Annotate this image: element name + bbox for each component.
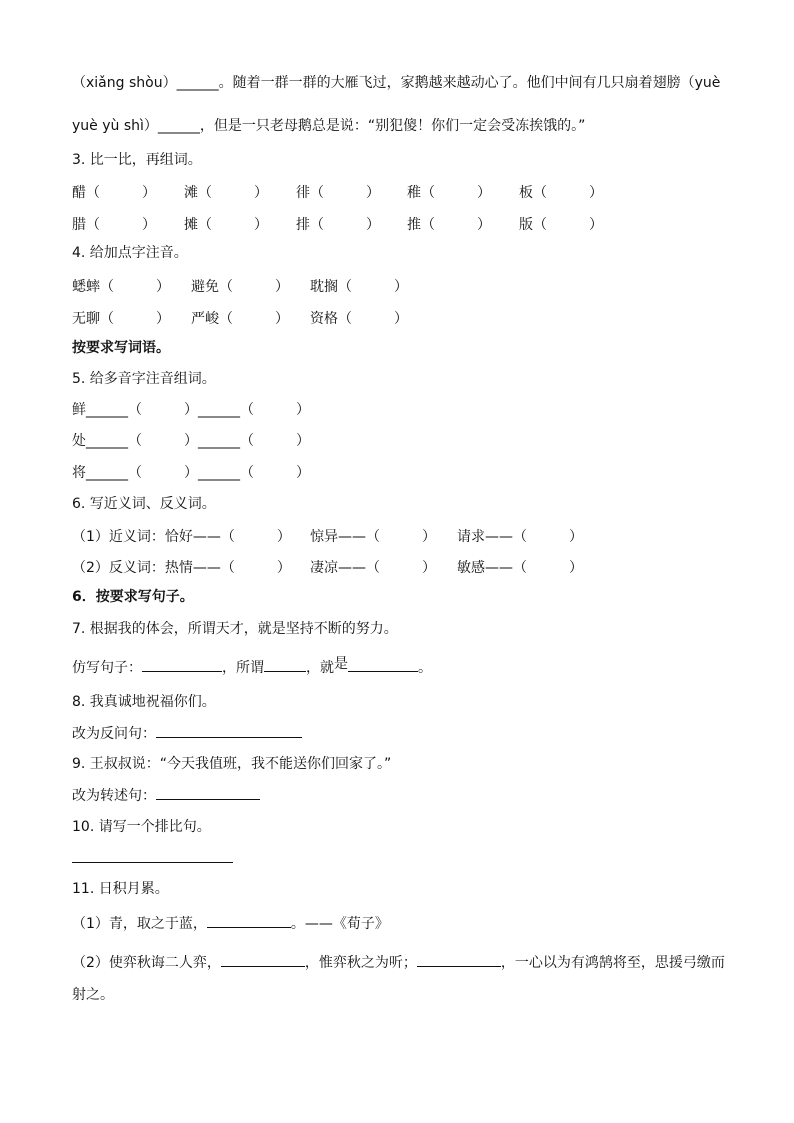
q4-item: 严峻（ ） bbox=[191, 311, 289, 327]
answer-blank[interactable] bbox=[156, 786, 260, 800]
q8-answer-line bbox=[72, 724, 302, 743]
q11-text: 。——《荀子》 bbox=[290, 916, 389, 932]
q4-item: 耽搁（ ） bbox=[310, 279, 408, 295]
intro-line-1: （xiǎng shòu）______。随着一群一群的大雁飞过，家鹅越来越动心了。他们中间有几只扇着翅膀（yuè bbox=[72, 75, 721, 91]
q11-title: 11. 日积月累。 bbox=[72, 881, 169, 897]
q5-row: 处______（ ）______（ ） bbox=[72, 433, 310, 449]
q3-item: 板（ ） bbox=[519, 185, 603, 201]
q3-item: 版（ ） bbox=[519, 217, 603, 233]
q3-title: 3. 比一比，再组词。 bbox=[72, 152, 202, 168]
section-heading-words: 按要求写词语。 bbox=[72, 340, 170, 356]
q7-text: ，就 bbox=[306, 660, 334, 676]
q5-row: 将______（ ）______（ ） bbox=[72, 465, 310, 481]
q7-prompt: 仿写句子： bbox=[72, 660, 142, 676]
q11-text: ，一心以为有鸿鹄将至，思援弓缴而 bbox=[500, 955, 725, 971]
q6-item: 敏感——（ ） bbox=[457, 560, 583, 576]
answer-blank[interactable] bbox=[72, 849, 233, 863]
intro-line-2: yuè yù shì）______，但是一只老母鹅总是说：“别犯傻！你们一定会受冻挨饿的。” bbox=[72, 118, 586, 134]
answer-blank[interactable] bbox=[207, 914, 291, 928]
q7-title: 7. 根据我的体会，所谓天才，就是坚持不断的努力。 bbox=[72, 621, 398, 637]
q3-item: 徘（ ） bbox=[296, 185, 380, 201]
answer-blank[interactable] bbox=[156, 724, 302, 738]
q9-prompt: 改为转述句： bbox=[72, 788, 156, 804]
q5-row: 鲜______（ ）______（ ） bbox=[72, 402, 310, 418]
q4-item: 资格（ ） bbox=[310, 311, 408, 327]
q11-text: （1）青，取之于蓝， bbox=[72, 916, 207, 932]
q6-item: （2）反义词：热情——（ ） bbox=[72, 560, 291, 576]
q9-title: 9. 王叔叔说：“今天我值班，我不能送你们回家了。” bbox=[72, 756, 392, 772]
q4-item: 蟋蟀（ ） bbox=[72, 279, 170, 295]
q4-item: 避免（ ） bbox=[191, 279, 289, 295]
answer-blank[interactable] bbox=[348, 658, 418, 672]
q6-item: 凄凉——（ ） bbox=[310, 560, 436, 576]
q4-title: 4. 给加点字注音。 bbox=[72, 245, 188, 261]
q6-item: 请求——（ ） bbox=[457, 529, 583, 545]
q6-item: 惊异——（ ） bbox=[310, 529, 436, 545]
q3-item: 稚（ ） bbox=[407, 185, 491, 201]
q10-title: 10. 请写一个排比句。 bbox=[72, 819, 211, 835]
q11-text: （2）使弈秋诲二人弈， bbox=[72, 955, 221, 971]
answer-blank[interactable] bbox=[417, 953, 501, 967]
q11-line-2 bbox=[72, 953, 725, 972]
q8-title: 8. 我真诚地祝福你们。 bbox=[72, 694, 216, 710]
q3-item: 滩（ ） bbox=[184, 185, 268, 201]
q7-text: ，所谓 bbox=[222, 660, 264, 676]
q3-item: 腊（ ） bbox=[72, 217, 156, 233]
q9-answer-line bbox=[72, 786, 260, 805]
answer-blank[interactable] bbox=[264, 658, 306, 672]
q11-text: ，惟弈秋之为听； bbox=[304, 955, 417, 971]
q7-answer-line bbox=[72, 658, 432, 677]
q7-text: 。 bbox=[418, 660, 432, 676]
answer-blank[interactable] bbox=[221, 953, 305, 967]
q7-text: 是 bbox=[334, 656, 348, 672]
q4-item: 无聊（ ） bbox=[72, 311, 170, 327]
q3-item: 醋（ ） bbox=[72, 185, 156, 201]
q3-item: 摊（ ） bbox=[184, 217, 268, 233]
q8-prompt: 改为反问句： bbox=[72, 726, 156, 742]
q5-title: 5. 给多音字注音组词。 bbox=[72, 371, 216, 387]
q3-item: 排（ ） bbox=[296, 217, 380, 233]
q6-title: 6. 写近义词、反义词。 bbox=[72, 496, 216, 512]
q6-item: （1）近义词：恰好——（ ） bbox=[72, 529, 291, 545]
q10-answer-line bbox=[72, 849, 233, 868]
q11-line-1 bbox=[72, 914, 389, 933]
answer-blank[interactable] bbox=[142, 658, 222, 672]
section-heading-sentences: 6．按要求写句子。 bbox=[72, 589, 194, 605]
q3-item: 推（ ） bbox=[407, 217, 491, 233]
q11-line-3: 射之。 bbox=[72, 987, 114, 1003]
